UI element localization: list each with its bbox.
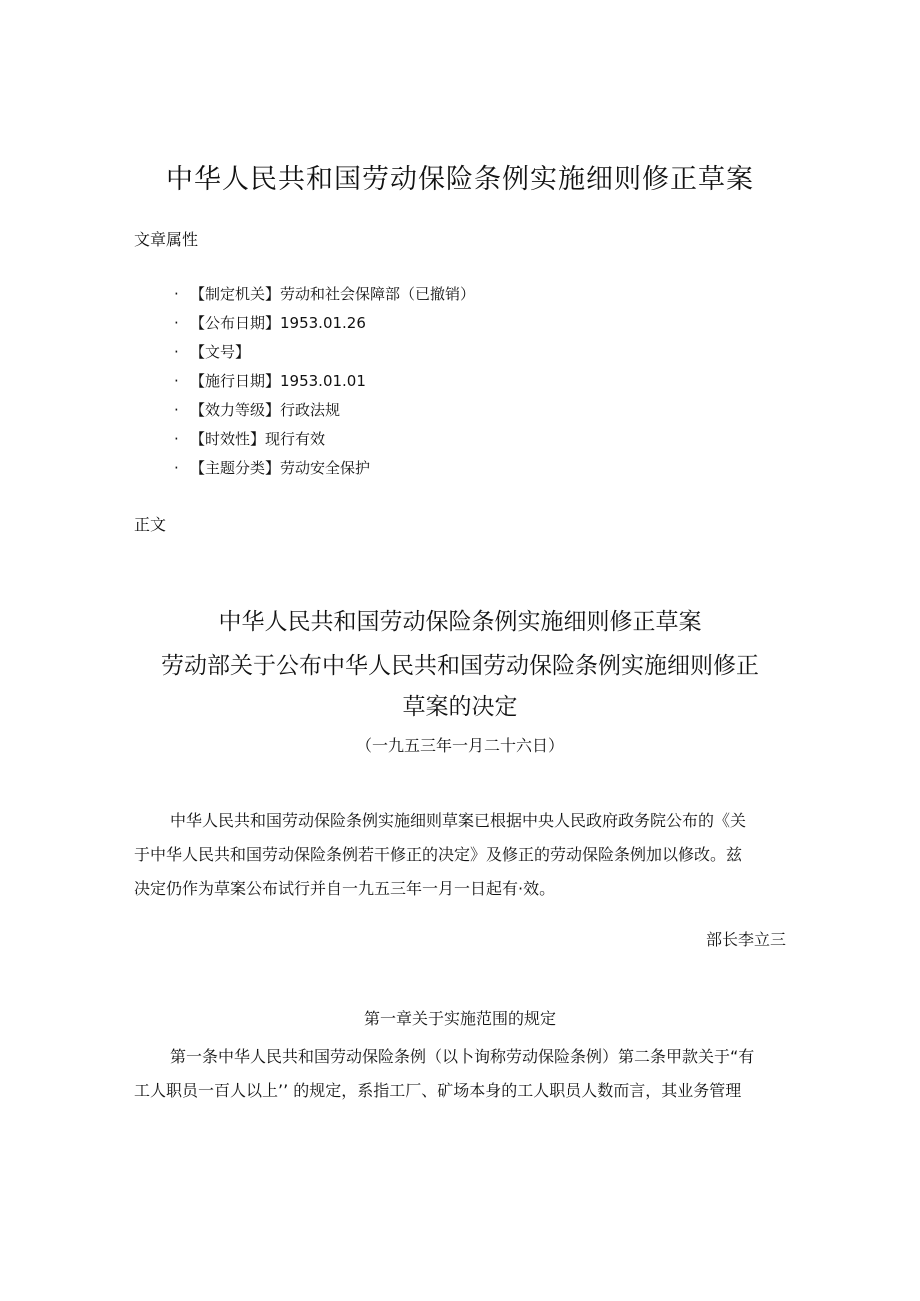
paragraph-line: 中华人民共和国劳动保险条例实施细则草案已根据中央人民政府政务院公布的《关 [170,811,747,830]
attribute-text: 【文号】 [190,343,251,361]
attribute-item-effective-date [174,367,475,396]
attribute-text: 【时效性】现行有效 [190,430,326,448]
bullet-icon: · [174,285,179,303]
body-heading-title: 中华人民共和国劳动保险条例实施细则修正草案 [218,609,702,635]
bullet-icon: · [174,372,179,390]
body-heading-decision-line2: 草案的决定 [402,694,518,720]
attributes-list [174,280,475,483]
attribute-text: 【主题分类】劳动安全保护 [190,459,371,477]
bullet-icon: · [174,401,179,419]
decision-paragraph [134,804,786,906]
bullet-icon: · [174,430,179,448]
signature: 部长李立三 [705,930,786,949]
document-title: 中华人民共和国劳动保险条例实施细则修正草案 [166,164,754,195]
paragraph-line: 工人职员一百人以上’’ 的规定，系指工厂、矿场本身的工人职员人数而言，其业务管理 [134,1081,742,1100]
attribute-item-issuing-authority [174,280,475,309]
attribute-item-validity [174,425,475,454]
attribute-item-document-number [174,338,475,367]
article-paragraph [134,1040,786,1108]
attribute-text: 【效力等级】行政法规 [190,401,341,419]
attribute-item-legal-level [174,396,475,425]
attribute-text: 【制定机关】劳动和社会保障部（已撤销） [190,285,476,303]
body-label: 正文 [134,515,167,534]
paragraph-line: 于中华人民共和国劳动保险条例若干修正的决定》及修正的劳动保险条例加以修改。兹 [134,845,743,864]
body-heading-decision-line1: 劳动部关于公布中华人民共和国劳动保险条例实施细则修正 [161,653,759,679]
attributes-label: 文章属性 [134,230,199,249]
bullet-icon: · [174,314,179,332]
attribute-item-topic [174,454,475,483]
chapter-title: 第一章关于实施范围的规定 [363,1009,556,1028]
paragraph-line: 第一条中华人民共和国劳动保险条例（以卜询称劳动保险条例）第二条甲款关于“有 [170,1047,755,1066]
bullet-icon: · [174,343,179,361]
paragraph-line: 决定仍作为草案公布试行并自一九五三年一月一日起有·效。 [134,879,556,898]
attribute-item-publish-date [174,309,475,338]
attribute-text: 【公布日期】1953.01.26 [190,314,366,332]
decision-date: （一九五三年一月二十六日） [355,736,564,755]
attribute-text: 【施行日期】1953.01.01 [190,372,366,390]
bullet-icon: · [174,459,179,477]
